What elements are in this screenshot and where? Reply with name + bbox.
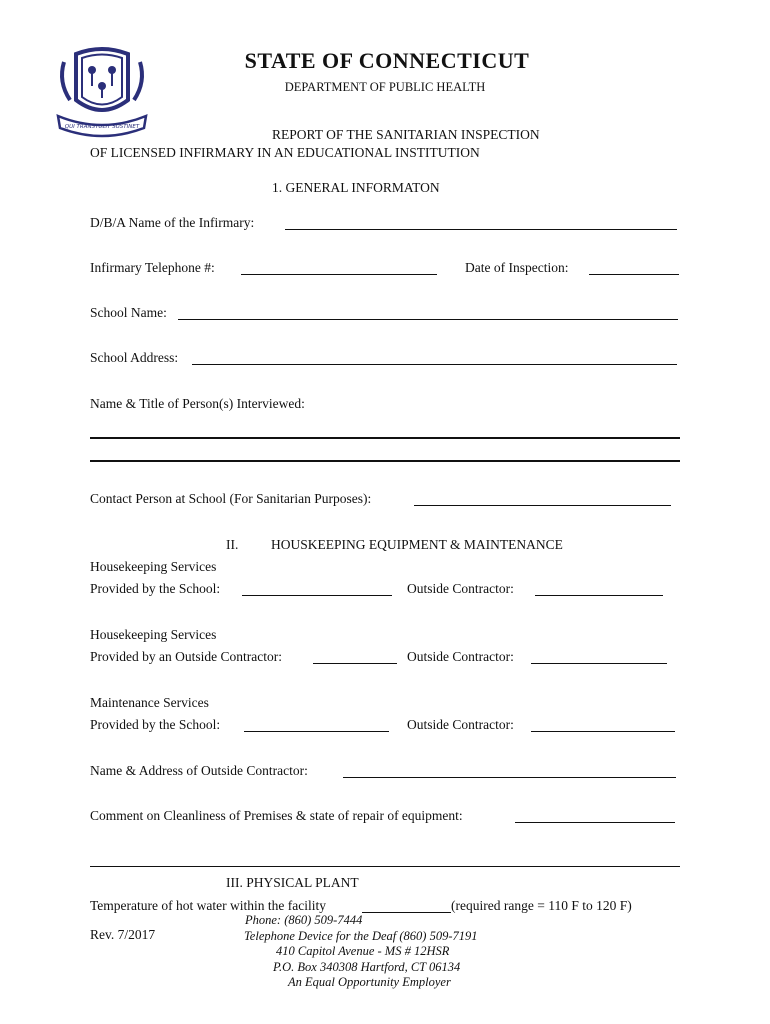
dba-name-field[interactable]	[285, 229, 677, 230]
maintenance-school-label: Provided by the School:	[90, 717, 221, 732]
cleanliness-comment-label: Comment on Cleanliness of Premises & state of repair of equipment:	[90, 808, 463, 823]
maintenance-title: Maintenance Services	[90, 695, 209, 710]
outside-contractor-label: Name & Address of Outside Contractor:	[90, 763, 308, 778]
hot-water-range: (required range = 110 F to 120 F)	[451, 898, 632, 913]
footer-address-line1: 410 Capitol Avenue - MS # 12HSR	[276, 944, 450, 958]
inspection-date-label: Date of Inspection:	[465, 260, 569, 275]
maintenance-school-field[interactable]	[244, 731, 389, 732]
persons-interviewed-field-1[interactable]	[90, 437, 680, 439]
section2-numeral: II.	[226, 537, 239, 552]
footer-address-line2: P.O. Box 340308 Hartford, CT 06134	[273, 960, 461, 974]
housekeeping-outside-field[interactable]	[313, 663, 397, 664]
cleanliness-comment-field[interactable]	[515, 822, 675, 823]
housekeeping-outside-contractor-field[interactable]	[531, 663, 667, 664]
section3-heading: III. PHYSICAL PLANT	[226, 875, 359, 890]
hot-water-label: Temperature of hot water within the facility	[90, 898, 326, 913]
school-name-field[interactable]	[178, 319, 678, 320]
persons-interviewed-label: Name & Title of Person(s) Interviewed:	[90, 396, 305, 411]
report-title-line1: REPORT OF THE SANITARIAN INSPECTION	[272, 127, 540, 142]
housekeeping-school-contractor-label: Outside Contractor:	[407, 581, 514, 596]
housekeeping-school-contractor-field[interactable]	[535, 595, 663, 596]
contact-person-label: Contact Person at School (For Sanitarian Purposes):	[90, 491, 372, 506]
dba-name-label: D/B/A Name of the Infirmary:	[90, 215, 255, 230]
footer-eoe: An Equal Opportunity Employer	[288, 975, 451, 989]
cleanliness-comment-field-2[interactable]	[90, 866, 680, 867]
report-title-line2: OF LICENSED INFIRMARY IN AN EDUCATIONAL INSTITUTION	[90, 145, 480, 160]
housekeeping-outside-label: Provided by an Outside Contractor:	[90, 649, 282, 664]
persons-interviewed-field-2[interactable]	[90, 460, 680, 462]
seal-motto-text: QUI TRANSTULIT SUSTINET	[64, 124, 140, 130]
housekeeping-school-label: Provided by the School:	[90, 581, 221, 596]
telephone-field[interactable]	[241, 274, 437, 275]
maintenance-contractor-field[interactable]	[531, 731, 675, 732]
footer-phone: Phone: (860) 509-7444	[245, 913, 363, 927]
revision-date: Rev. 7/2017	[90, 927, 156, 942]
housekeeping-group1-title: Housekeeping Services	[90, 559, 217, 574]
inspection-date-field[interactable]	[589, 274, 679, 275]
housekeeping-group2-title: Housekeeping Services	[90, 627, 217, 642]
maintenance-contractor-label: Outside Contractor:	[407, 717, 514, 732]
hot-water-field[interactable]	[362, 912, 451, 913]
page-title: STATE OF CONNECTICUT	[244, 48, 530, 73]
school-address-label: School Address:	[90, 350, 179, 365]
footer-tdd: Telephone Device for the Deaf (860) 509-7191	[244, 929, 478, 943]
school-address-field[interactable]	[192, 364, 677, 365]
outside-contractor-field[interactable]	[343, 777, 676, 778]
housekeeping-school-field[interactable]	[242, 595, 392, 596]
contact-person-field[interactable]	[414, 505, 671, 506]
housekeeping-outside-contractor-label: Outside Contractor:	[407, 649, 514, 664]
school-name-label: School Name:	[90, 305, 167, 320]
section1-heading: 1. GENERAL INFORMATON	[272, 180, 440, 195]
section2-heading: HOUSKEEPING EQUIPMENT & MAINTENANCE	[271, 537, 563, 552]
department-name: DEPARTMENT OF PUBLIC HEALTH	[284, 80, 486, 94]
telephone-label: Infirmary Telephone #:	[90, 260, 215, 275]
